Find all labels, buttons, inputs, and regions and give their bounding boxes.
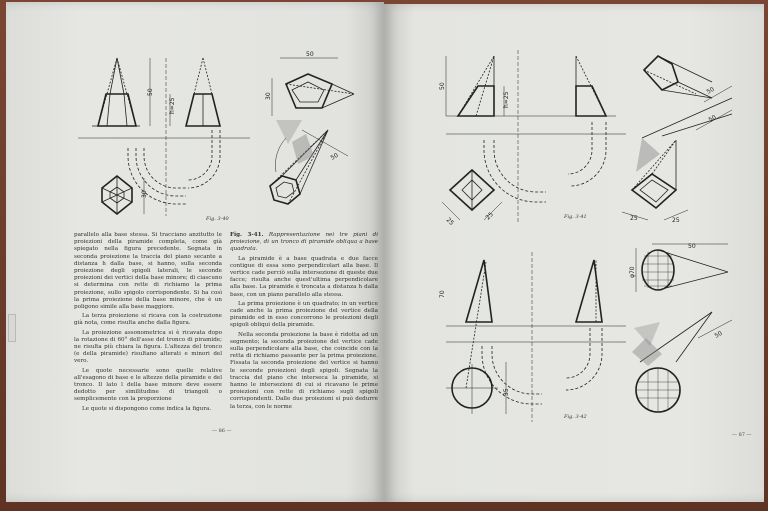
dim-h25-left: h=25: [169, 97, 176, 114]
dim-25-axo41a: 25: [630, 215, 638, 222]
dim-50-fig42b: 50: [713, 329, 724, 340]
left-page-number: — 86 —: [212, 428, 232, 434]
figure-description: [230, 232, 378, 254]
dim-50-axo: 50: [329, 151, 340, 162]
dim-50-top: 50: [306, 51, 314, 58]
figure-description-text: Rappresentazione nei tre piani di proiezione, di un tronco di piramide obliqua a base quadrata.: [230, 232, 379, 253]
figure-3-42-drawing: [436, 242, 754, 428]
dim-35-fig42: 35: [503, 388, 510, 396]
fig-3-41-caption: Fig. 3-41: [564, 214, 587, 220]
paragraph: parallelo alla base stessa. Si tracciano anzitutto le proiezioni della piramide completa, come già spiegato nella figura precedente. Segnata in seconda proiezione la traccia del piano secante a distanza h dalla base, si hanno, sulla seconda proiezione degli spigoli laterali, le seconde proiezioni dei vertici della base minore; di ciascuno si determina con rette di richiamo la prima proiezione, sullo spigolo corrispondente. Si ha così la prima proiezione della base minore, che è un poligono simile alla base maggiore.: [74, 232, 222, 311]
right-page-number: — 87 —: [732, 432, 752, 438]
dim-25-a: 25: [444, 216, 455, 227]
dim-70-fig42: 70: [439, 290, 446, 298]
left-column-text: [74, 232, 222, 415]
figure-3-40-drawing: [70, 38, 366, 222]
left-page: [6, 2, 384, 502]
dim-30-plan: 30: [141, 190, 148, 198]
paragraph: Le quote si dispongono come indica la figura.: [82, 405, 212, 412]
paragraph: Le quote necessarie sono quelle relative all'esagono di base e le altezze della piramide e del tronco. Il lato l della base minore deve essere dedotto per similitudine di triangoli o semplicemente con la proporzione: [74, 367, 222, 403]
dim-25-axo41b: 25: [672, 217, 680, 224]
dim-50-axo41b: 50: [707, 113, 718, 124]
dim-50-fig42: 50: [688, 243, 696, 250]
right-page: [384, 4, 764, 502]
dim-30-axo: 30: [265, 92, 272, 100]
dim-50-fig41: 50: [439, 82, 446, 90]
dim-25-b: 25: [484, 211, 495, 222]
right-column-text: [230, 232, 378, 413]
paragraph: La proiezione assonometrica si è ricavata dopo la rotazione di 60° dell'asse del tronco di piramide; ne risulta più chiara la figura. L'altezza del tronco (e della piramide) risultano alterati e minori del vero.: [74, 329, 222, 365]
figure-number: Fig. 3-41.: [230, 232, 264, 238]
dim-h25-fig41: h=25: [503, 91, 510, 108]
paragraph: La piramide è a base quadrata e due facce contigue di essa sono perpendicolari alla base. Il vertice cade perciò sulla intersezione di queste due facce; risulta anche quest'ultima perpendicolare alla base. La piramide è troncata a distanza h dalla base, con un piano parallelo alla stessa.: [230, 255, 378, 298]
fig-3-42-caption: Fig. 3-42: [564, 414, 587, 420]
fig-3-40-caption: Fig. 3-40: [206, 216, 229, 222]
dim-50-axo41: 50: [705, 85, 716, 96]
dim-phi70: φ70: [629, 266, 636, 278]
paragraph: La prima proiezione è un quadrato; in un vertice cade anche la prima proiezione del vertice della piramide ed in esso concorrono le proiezioni degli spigoli obliqui della piramide.: [230, 300, 378, 329]
paragraph: La terza proiezione si ricava con la costruzione già nota, come risulta anche dalla figura.: [74, 313, 222, 327]
page-tab: [8, 314, 16, 342]
figure-3-41-drawing: [436, 42, 754, 228]
paragraph: Nella seconda proiezione la base è ridotta ad un segmento; la seconda proiezione del vertice cade sulla perpendicolare alla base, che coincide con la retta di richiamo passante per la prima proiezione. Fissata la seconda proiezione del vertice si hanno le seconde proiezioni degli spigoli. Segnata la traccia del piano che interseca la piramide, si hanno le intersezioni di cui si ricavano le prime proiezioni con rette di richiamo sugli spigoli corrispondenti. Dalle due proiezioni si può dedurre la terza, con le norme: [230, 331, 378, 410]
dim-50-left: 50: [147, 88, 154, 96]
